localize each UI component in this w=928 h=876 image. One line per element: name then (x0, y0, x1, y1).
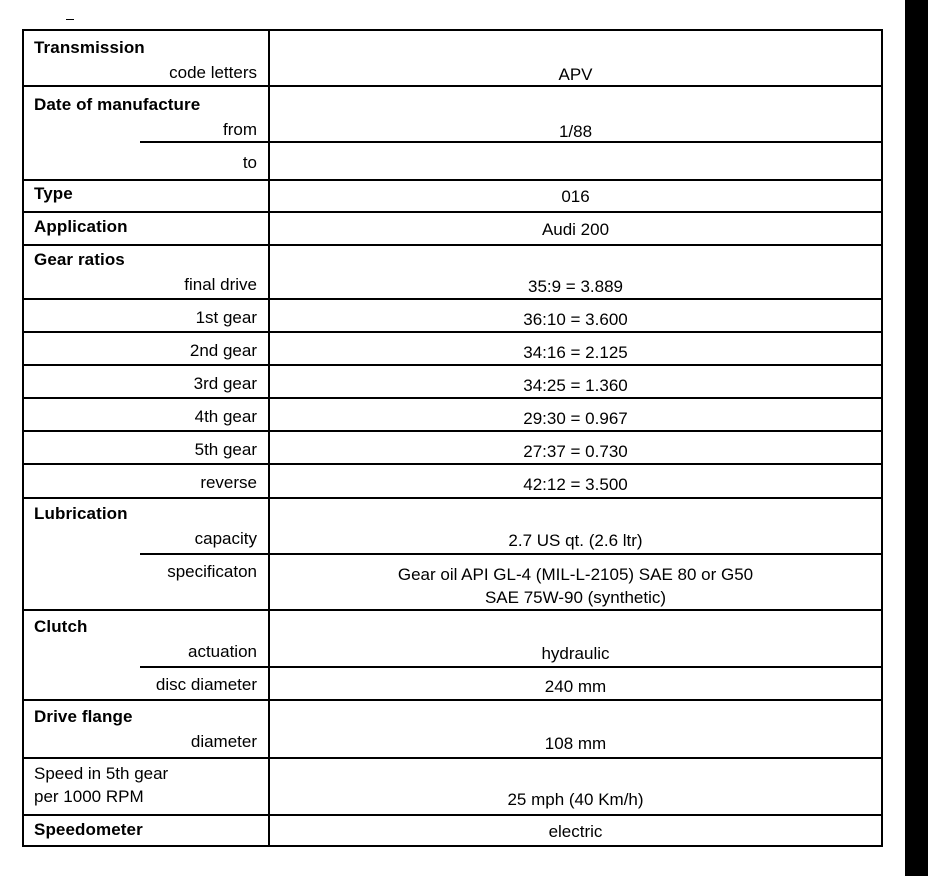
specification-label: specificaton (167, 562, 257, 581)
to-label: to (242, 153, 257, 172)
specification-value-line2: SAE 75W-90 (synthetic) (484, 588, 667, 607)
from-value: 1/88 (558, 122, 593, 141)
gear-label: 2nd gear (189, 341, 257, 360)
gear-label: reverse (200, 473, 257, 492)
clutch-heading: Clutch (34, 617, 88, 636)
gear-value: 27:37 = 0.730 (523, 442, 628, 461)
gear-value: 34:16 = 2.125 (523, 343, 628, 362)
specification-value-line1: Gear oil API GL-4 (MIL-L-2105) SAE 80 or G50 (397, 565, 754, 584)
capacity-label: capacity (194, 529, 257, 548)
gear-label: 4th gear (194, 407, 257, 426)
type-heading: Type (34, 184, 73, 203)
from-label: from (223, 120, 257, 139)
speed-label-line2: per 1000 RPM (34, 787, 144, 806)
application-heading: Application (34, 217, 128, 236)
gear-value: 42:12 = 3.500 (523, 475, 628, 494)
row-divider (140, 553, 881, 555)
row-divider (140, 666, 881, 668)
application-value: Audi 200 (541, 220, 610, 239)
scan-mark (66, 19, 74, 20)
row-divider (24, 211, 881, 213)
code-letters-value: APV (558, 65, 593, 84)
drive-flange-heading: Drive flange (34, 707, 133, 726)
row-divider (24, 298, 881, 300)
actuation-label: actuation (188, 642, 257, 661)
row-divider (24, 757, 881, 759)
row-divider (24, 497, 881, 499)
speedometer-heading: Speedometer (34, 820, 143, 839)
speed-label-line1: Speed in 5th gear (34, 764, 169, 783)
gear-value: 35:9 = 3.889 (527, 277, 623, 296)
row-divider (24, 179, 881, 181)
row-divider (24, 244, 881, 246)
row-divider (140, 141, 881, 143)
row-divider (24, 331, 881, 333)
gear-ratios-heading: Gear ratios (34, 250, 125, 269)
gear-label: 5th gear (194, 440, 257, 459)
scan-border-bar (905, 0, 928, 876)
disc-diameter-label: disc diameter (155, 675, 257, 694)
gear-value: 29:30 = 0.967 (523, 409, 628, 428)
gear-value: 36:10 = 3.600 (523, 310, 628, 329)
specifications-table (22, 29, 883, 847)
diameter-label: diameter (190, 732, 257, 751)
gear-label: 3rd gear (193, 374, 257, 393)
speed-value: 25 mph (40 Km/h) (507, 790, 644, 809)
gear-label: final drive (184, 275, 257, 294)
row-divider (24, 699, 881, 701)
row-divider (24, 463, 881, 465)
speedometer-value: electric (548, 822, 603, 841)
capacity-value: 2.7 US qt. (2.6 ltr) (508, 531, 643, 550)
row-divider (24, 430, 881, 432)
lubrication-heading: Lubrication (34, 504, 128, 523)
row-divider (24, 364, 881, 366)
row-divider (24, 85, 881, 87)
gear-label: 1st gear (195, 308, 257, 327)
type-value: 016 (561, 187, 590, 206)
disc-diameter-value: 240 mm (544, 677, 607, 696)
row-divider (24, 609, 881, 611)
diameter-value: 108 mm (544, 734, 607, 753)
transmission-heading: Transmission (34, 38, 145, 57)
column-divider (268, 31, 270, 845)
actuation-value: hydraulic (541, 644, 610, 663)
code-letters-label: code letters (169, 63, 257, 82)
gear-value: 34:25 = 1.360 (523, 376, 628, 395)
row-divider (24, 397, 881, 399)
manufacture-heading: Date of manufacture (34, 95, 201, 114)
row-divider (24, 814, 881, 816)
